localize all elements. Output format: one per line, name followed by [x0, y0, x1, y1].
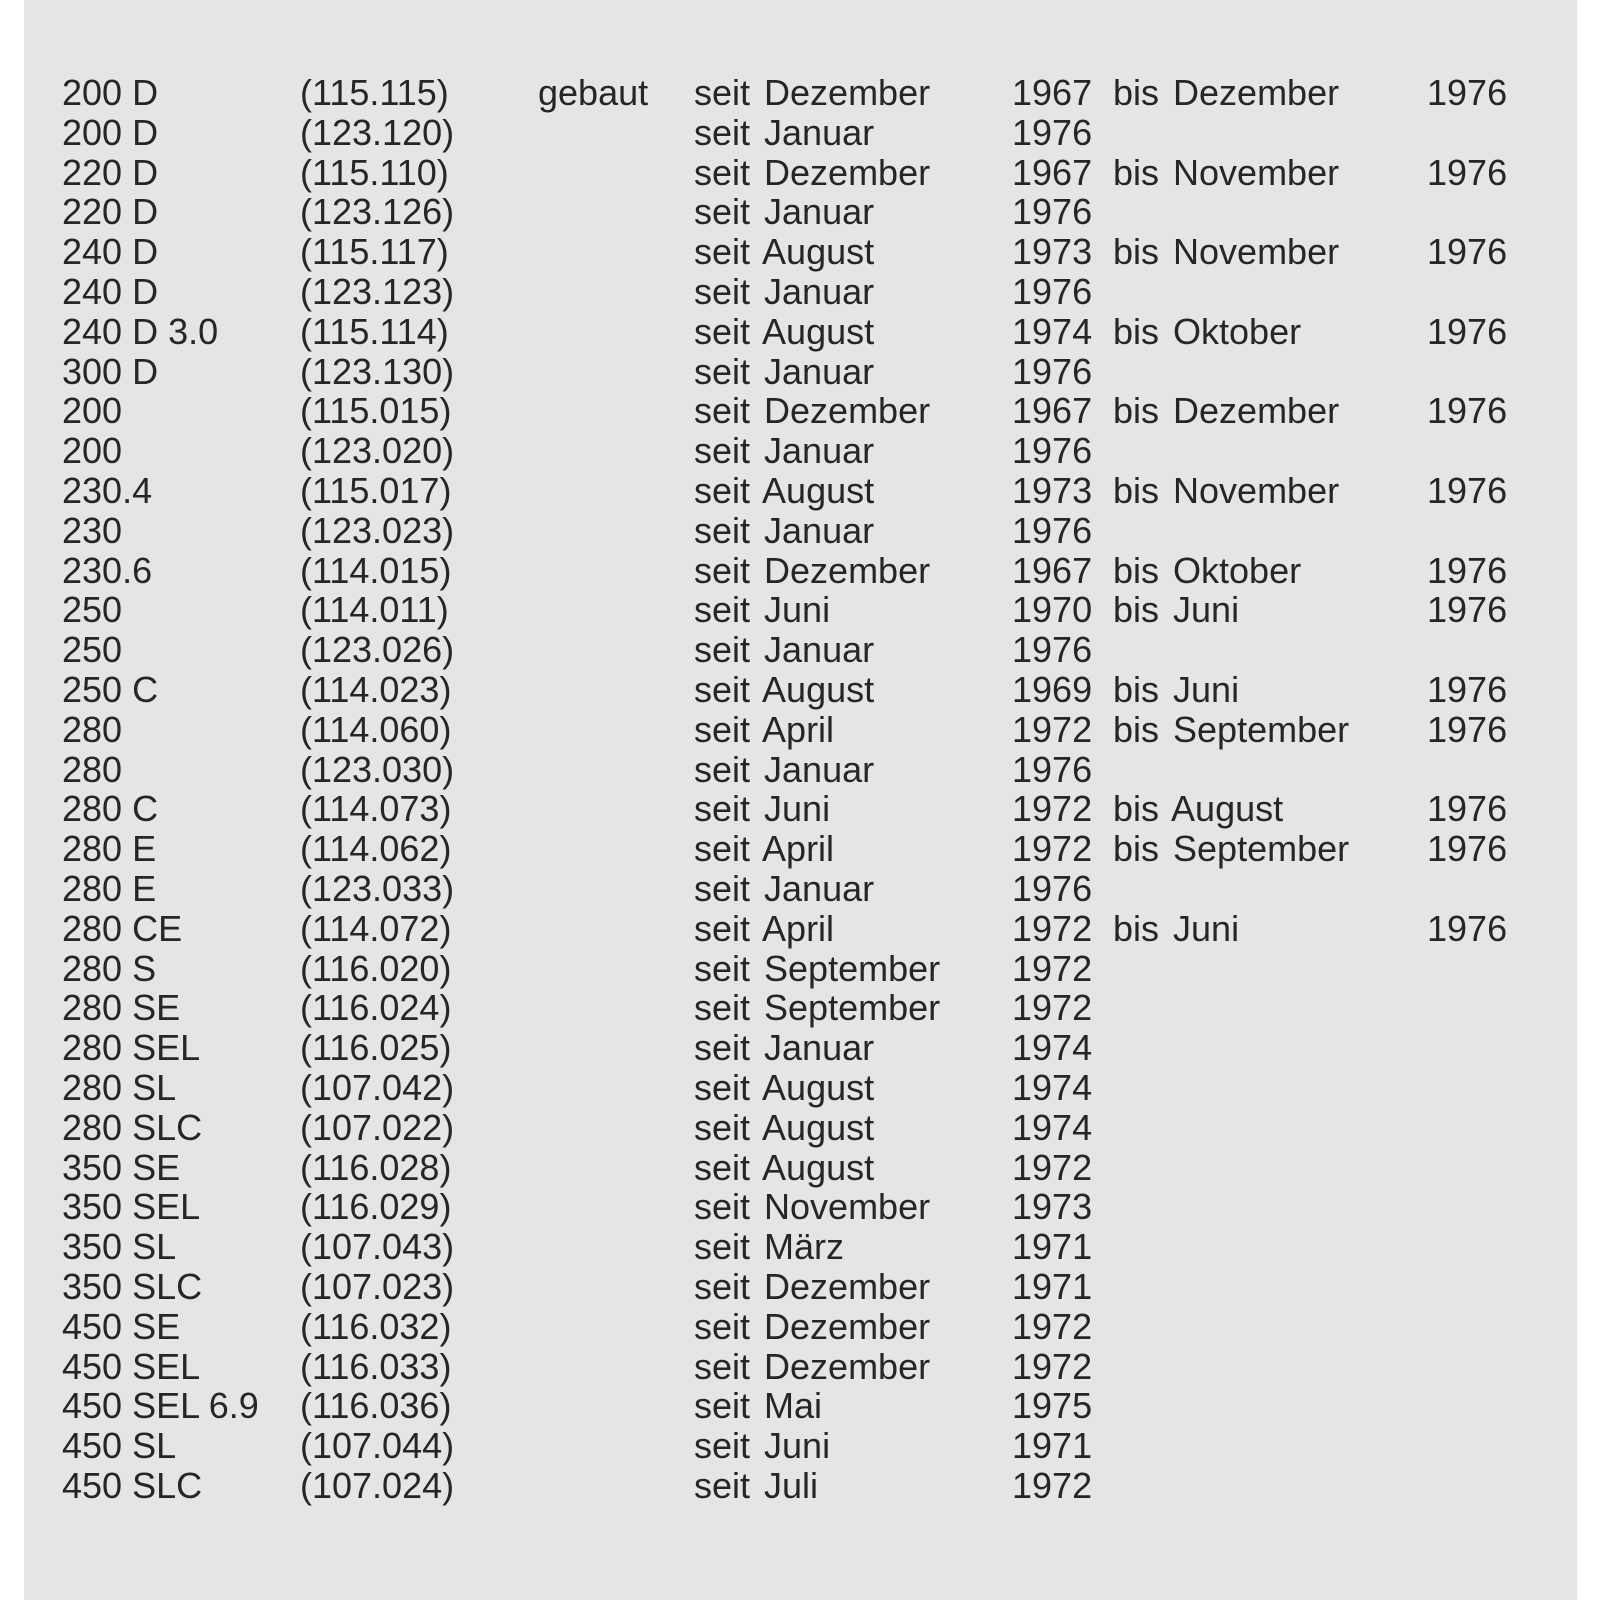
table-row [62, 1307, 1562, 1347]
table-row [62, 1466, 1562, 1506]
since-month: seit Mai [694, 1385, 823, 1427]
since-year: 1973 [1012, 1186, 1093, 1228]
model-name: 300 D [62, 350, 159, 392]
model-code: (107.022) [300, 1106, 455, 1148]
table-row [62, 710, 1562, 750]
until-month: bis Dezember [1113, 390, 1340, 432]
model-name: 220 D [62, 191, 159, 233]
since-year: 1972 [1012, 788, 1093, 830]
model-code: (116.036) [300, 1385, 452, 1427]
table-row [62, 1187, 1562, 1227]
document-page [24, 0, 1577, 1600]
until-year: 1976 [1427, 310, 1508, 352]
table-row [62, 391, 1562, 431]
table-row [62, 988, 1562, 1028]
model-code: (114.060) [300, 708, 452, 750]
model-code: (116.029) [300, 1186, 452, 1228]
until-year: 1976 [1427, 231, 1508, 273]
model-code: (115.017) [300, 469, 452, 511]
model-code: (114.072) [300, 907, 452, 949]
model-code: (107.024) [300, 1464, 455, 1506]
until-month: bis Oktober [1113, 310, 1302, 352]
model-code: (123.120) [300, 111, 455, 153]
since-year: 1971 [1012, 1265, 1093, 1307]
since-year: 1969 [1012, 668, 1093, 710]
since-year: 1973 [1012, 231, 1093, 273]
model-name: 450 SE [62, 1305, 181, 1347]
since-year: 1976 [1012, 509, 1093, 551]
since-month: seit Januar [694, 629, 875, 671]
model-name: 280 S [62, 947, 157, 989]
since-year: 1975 [1012, 1385, 1093, 1427]
table-row [62, 670, 1562, 710]
since-month: seit August [694, 310, 875, 352]
table-row [62, 1267, 1562, 1307]
until-year: 1976 [1427, 668, 1508, 710]
until-year: 1976 [1427, 390, 1508, 432]
since-year: 1972 [1012, 1146, 1093, 1188]
until-year: 1976 [1427, 151, 1508, 193]
model-name: 280 SE [62, 987, 181, 1029]
model-code: (115.114) [300, 310, 449, 352]
since-year: 1976 [1012, 270, 1093, 312]
table-row [62, 153, 1562, 193]
since-month: seit Januar [694, 1027, 875, 1069]
model-name: 350 SL [62, 1226, 177, 1268]
model-name: 350 SE [62, 1146, 181, 1188]
table-row [62, 1386, 1562, 1426]
since-month: seit Januar [694, 111, 875, 153]
model-name: 240 D [62, 231, 159, 273]
since-month: seit April [694, 907, 835, 949]
since-month: seit Januar [694, 191, 875, 233]
until-month: bis Dezember [1113, 72, 1340, 113]
since-year: 1976 [1012, 629, 1093, 671]
table-row [62, 1148, 1562, 1188]
table-row [62, 829, 1562, 869]
until-month: bis November [1113, 231, 1340, 273]
table-row [62, 113, 1562, 153]
table-row [62, 192, 1562, 232]
since-year: 1974 [1012, 1066, 1093, 1108]
model-name: 450 SL [62, 1425, 177, 1467]
since-year: 1976 [1012, 111, 1093, 153]
since-month: seit September [694, 987, 941, 1029]
since-year: 1970 [1012, 589, 1093, 631]
model-name: 450 SEL 6.9 [62, 1385, 259, 1427]
table-row [62, 272, 1562, 312]
model-code: (123.130) [300, 350, 455, 392]
since-year: 1972 [1012, 708, 1093, 750]
since-year: 1972 [1012, 947, 1093, 989]
since-month: seit August [694, 1106, 875, 1148]
until-month: bis August [1113, 788, 1284, 830]
since-year: 1976 [1012, 350, 1093, 392]
model-code: (114.011) [300, 589, 449, 631]
since-year: 1972 [1012, 987, 1093, 1029]
since-year: 1967 [1012, 72, 1093, 113]
model-name: 230.4 [62, 469, 153, 511]
table-row [62, 1108, 1562, 1148]
since-month: seit Dezember [694, 1305, 931, 1347]
model-code: (116.024) [300, 987, 452, 1029]
since-year: 1967 [1012, 151, 1093, 193]
model-name: 280 E [62, 867, 157, 909]
since-month: seit Januar [694, 509, 875, 551]
model-code: (115.015) [300, 390, 452, 432]
since-year: 1972 [1012, 1464, 1093, 1506]
model-name: 280 SLC [62, 1106, 203, 1148]
until-year: 1976 [1427, 828, 1508, 870]
model-code: (116.032) [300, 1305, 452, 1347]
until-year: 1976 [1427, 708, 1508, 750]
model-code: (107.044) [300, 1425, 455, 1467]
table-row [62, 431, 1562, 471]
since-year: 1974 [1012, 1027, 1093, 1069]
until-month: bis Juni [1113, 589, 1240, 631]
model-name: 240 D [62, 270, 159, 312]
table-row [62, 590, 1562, 630]
table-row [62, 1347, 1562, 1387]
since-month: seit Dezember [694, 72, 931, 113]
since-month: seit Januar [694, 748, 875, 790]
since-month: seit Januar [694, 350, 875, 392]
since-month: seit Juli [694, 1464, 819, 1506]
until-year: 1976 [1427, 589, 1508, 631]
table-row [62, 511, 1562, 551]
since-month: seit Dezember [694, 1345, 931, 1387]
model-name: 230.6 [62, 549, 153, 591]
built-label: gebaut [538, 72, 649, 113]
table-row [62, 630, 1562, 670]
model-code: (116.025) [300, 1027, 452, 1069]
model-name: 280 E [62, 828, 157, 870]
model-code: (123.033) [300, 867, 455, 909]
model-name: 450 SEL [62, 1345, 201, 1387]
until-month: bis Juni [1113, 907, 1240, 949]
since-year: 1972 [1012, 1305, 1093, 1347]
model-name: 200 [62, 430, 123, 472]
table-row [62, 551, 1562, 591]
until-month: bis Juni [1113, 668, 1240, 710]
model-name: 200 D [62, 111, 159, 153]
table-row [62, 1227, 1562, 1267]
table-row [62, 471, 1562, 511]
table-row [62, 1068, 1562, 1108]
since-year: 1967 [1012, 549, 1093, 591]
model-name: 280 SL [62, 1066, 177, 1108]
until-year: 1976 [1427, 907, 1508, 949]
until-year: 1976 [1427, 788, 1508, 830]
since-month: seit Juni [694, 1425, 831, 1467]
since-year: 1976 [1012, 748, 1093, 790]
table-row [62, 1426, 1562, 1466]
table-row [62, 789, 1562, 829]
until-month: bis September [1113, 828, 1350, 870]
model-name: 450 SLC [62, 1464, 203, 1506]
model-code: (114.023) [300, 668, 452, 710]
model-code: (116.020) [300, 947, 452, 989]
model-code: (123.123) [300, 270, 455, 312]
model-name: 280 [62, 708, 123, 750]
model-name: 200 [62, 390, 123, 432]
table-row [62, 750, 1562, 790]
model-code: (115.110) [300, 151, 449, 193]
model-name: 230 [62, 509, 123, 551]
since-month: seit August [694, 1066, 875, 1108]
model-name: 200 D [62, 72, 159, 113]
since-year: 1971 [1012, 1425, 1093, 1467]
model-code: (115.115) [300, 72, 449, 113]
table-row [62, 869, 1562, 909]
model-name: 350 SLC [62, 1265, 203, 1307]
table-row [62, 312, 1562, 352]
since-month: seit Januar [694, 430, 875, 472]
model-code: (123.126) [300, 191, 455, 233]
since-year: 1972 [1012, 907, 1093, 949]
since-year: 1976 [1012, 867, 1093, 909]
since-year: 1972 [1012, 828, 1093, 870]
since-month: seit August [694, 469, 875, 511]
since-month: seit Dezember [694, 151, 931, 193]
model-code: (107.042) [300, 1066, 455, 1108]
model-name: 280 [62, 748, 123, 790]
model-code: (107.043) [300, 1226, 455, 1268]
since-year: 1974 [1012, 310, 1093, 352]
since-month: seit April [694, 708, 835, 750]
table-row [62, 909, 1562, 949]
model-code: (116.033) [300, 1345, 452, 1387]
model-code: (115.117) [300, 231, 449, 273]
since-month: seit September [694, 947, 941, 989]
model-name: 220 D [62, 151, 159, 193]
since-year: 1976 [1012, 430, 1093, 472]
model-name: 280 CE [62, 907, 183, 949]
model-code: (123.026) [300, 629, 455, 671]
model-code: (107.023) [300, 1265, 455, 1307]
model-code: (114.073) [300, 788, 452, 830]
since-month: seit Juni [694, 788, 831, 830]
model-code: (114.015) [300, 549, 452, 591]
since-year: 1971 [1012, 1226, 1093, 1268]
table-row [62, 949, 1562, 989]
model-code: (116.028) [300, 1146, 452, 1188]
since-year: 1967 [1012, 390, 1093, 432]
model-name: 250 C [62, 668, 159, 710]
since-year: 1972 [1012, 1345, 1093, 1387]
model-name: 350 SEL [62, 1186, 201, 1228]
table-row [62, 352, 1562, 392]
since-month: seit Juni [694, 589, 831, 631]
model-code: (114.062) [300, 828, 452, 870]
table-row [62, 1028, 1562, 1068]
model-production-table [62, 73, 1562, 1506]
until-month: bis November [1113, 151, 1340, 193]
until-month: bis November [1113, 469, 1340, 511]
model-code: (123.030) [300, 748, 455, 790]
model-name: 280 SEL [62, 1027, 201, 1069]
since-month: seit August [694, 668, 875, 710]
table-row [62, 232, 1562, 272]
since-month: seit November [694, 1186, 931, 1228]
model-name: 240 D 3.0 [62, 310, 219, 352]
since-month: seit Januar [694, 270, 875, 312]
until-month: bis September [1113, 708, 1350, 750]
model-code: (123.020) [300, 430, 455, 472]
since-month: seit Dezember [694, 549, 931, 591]
since-month: seit Dezember [694, 1265, 931, 1307]
since-year: 1973 [1012, 469, 1093, 511]
since-year: 1974 [1012, 1106, 1093, 1148]
model-name: 250 [62, 629, 123, 671]
model-name: 280 C [62, 788, 159, 830]
until-year: 1976 [1427, 469, 1508, 511]
until-year: 1976 [1427, 72, 1508, 113]
since-month: seit Dezember [694, 390, 931, 432]
since-year: 1976 [1012, 191, 1093, 233]
since-month: seit Januar [694, 867, 875, 909]
since-month: seit August [694, 231, 875, 273]
until-year: 1976 [1427, 549, 1508, 591]
since-month: seit August [694, 1146, 875, 1188]
model-code: (123.023) [300, 509, 455, 551]
until-month: bis Oktober [1113, 549, 1302, 591]
model-name: 250 [62, 589, 123, 631]
since-month: seit April [694, 828, 835, 870]
table-row [62, 73, 1562, 113]
since-month: seit März [694, 1226, 845, 1268]
